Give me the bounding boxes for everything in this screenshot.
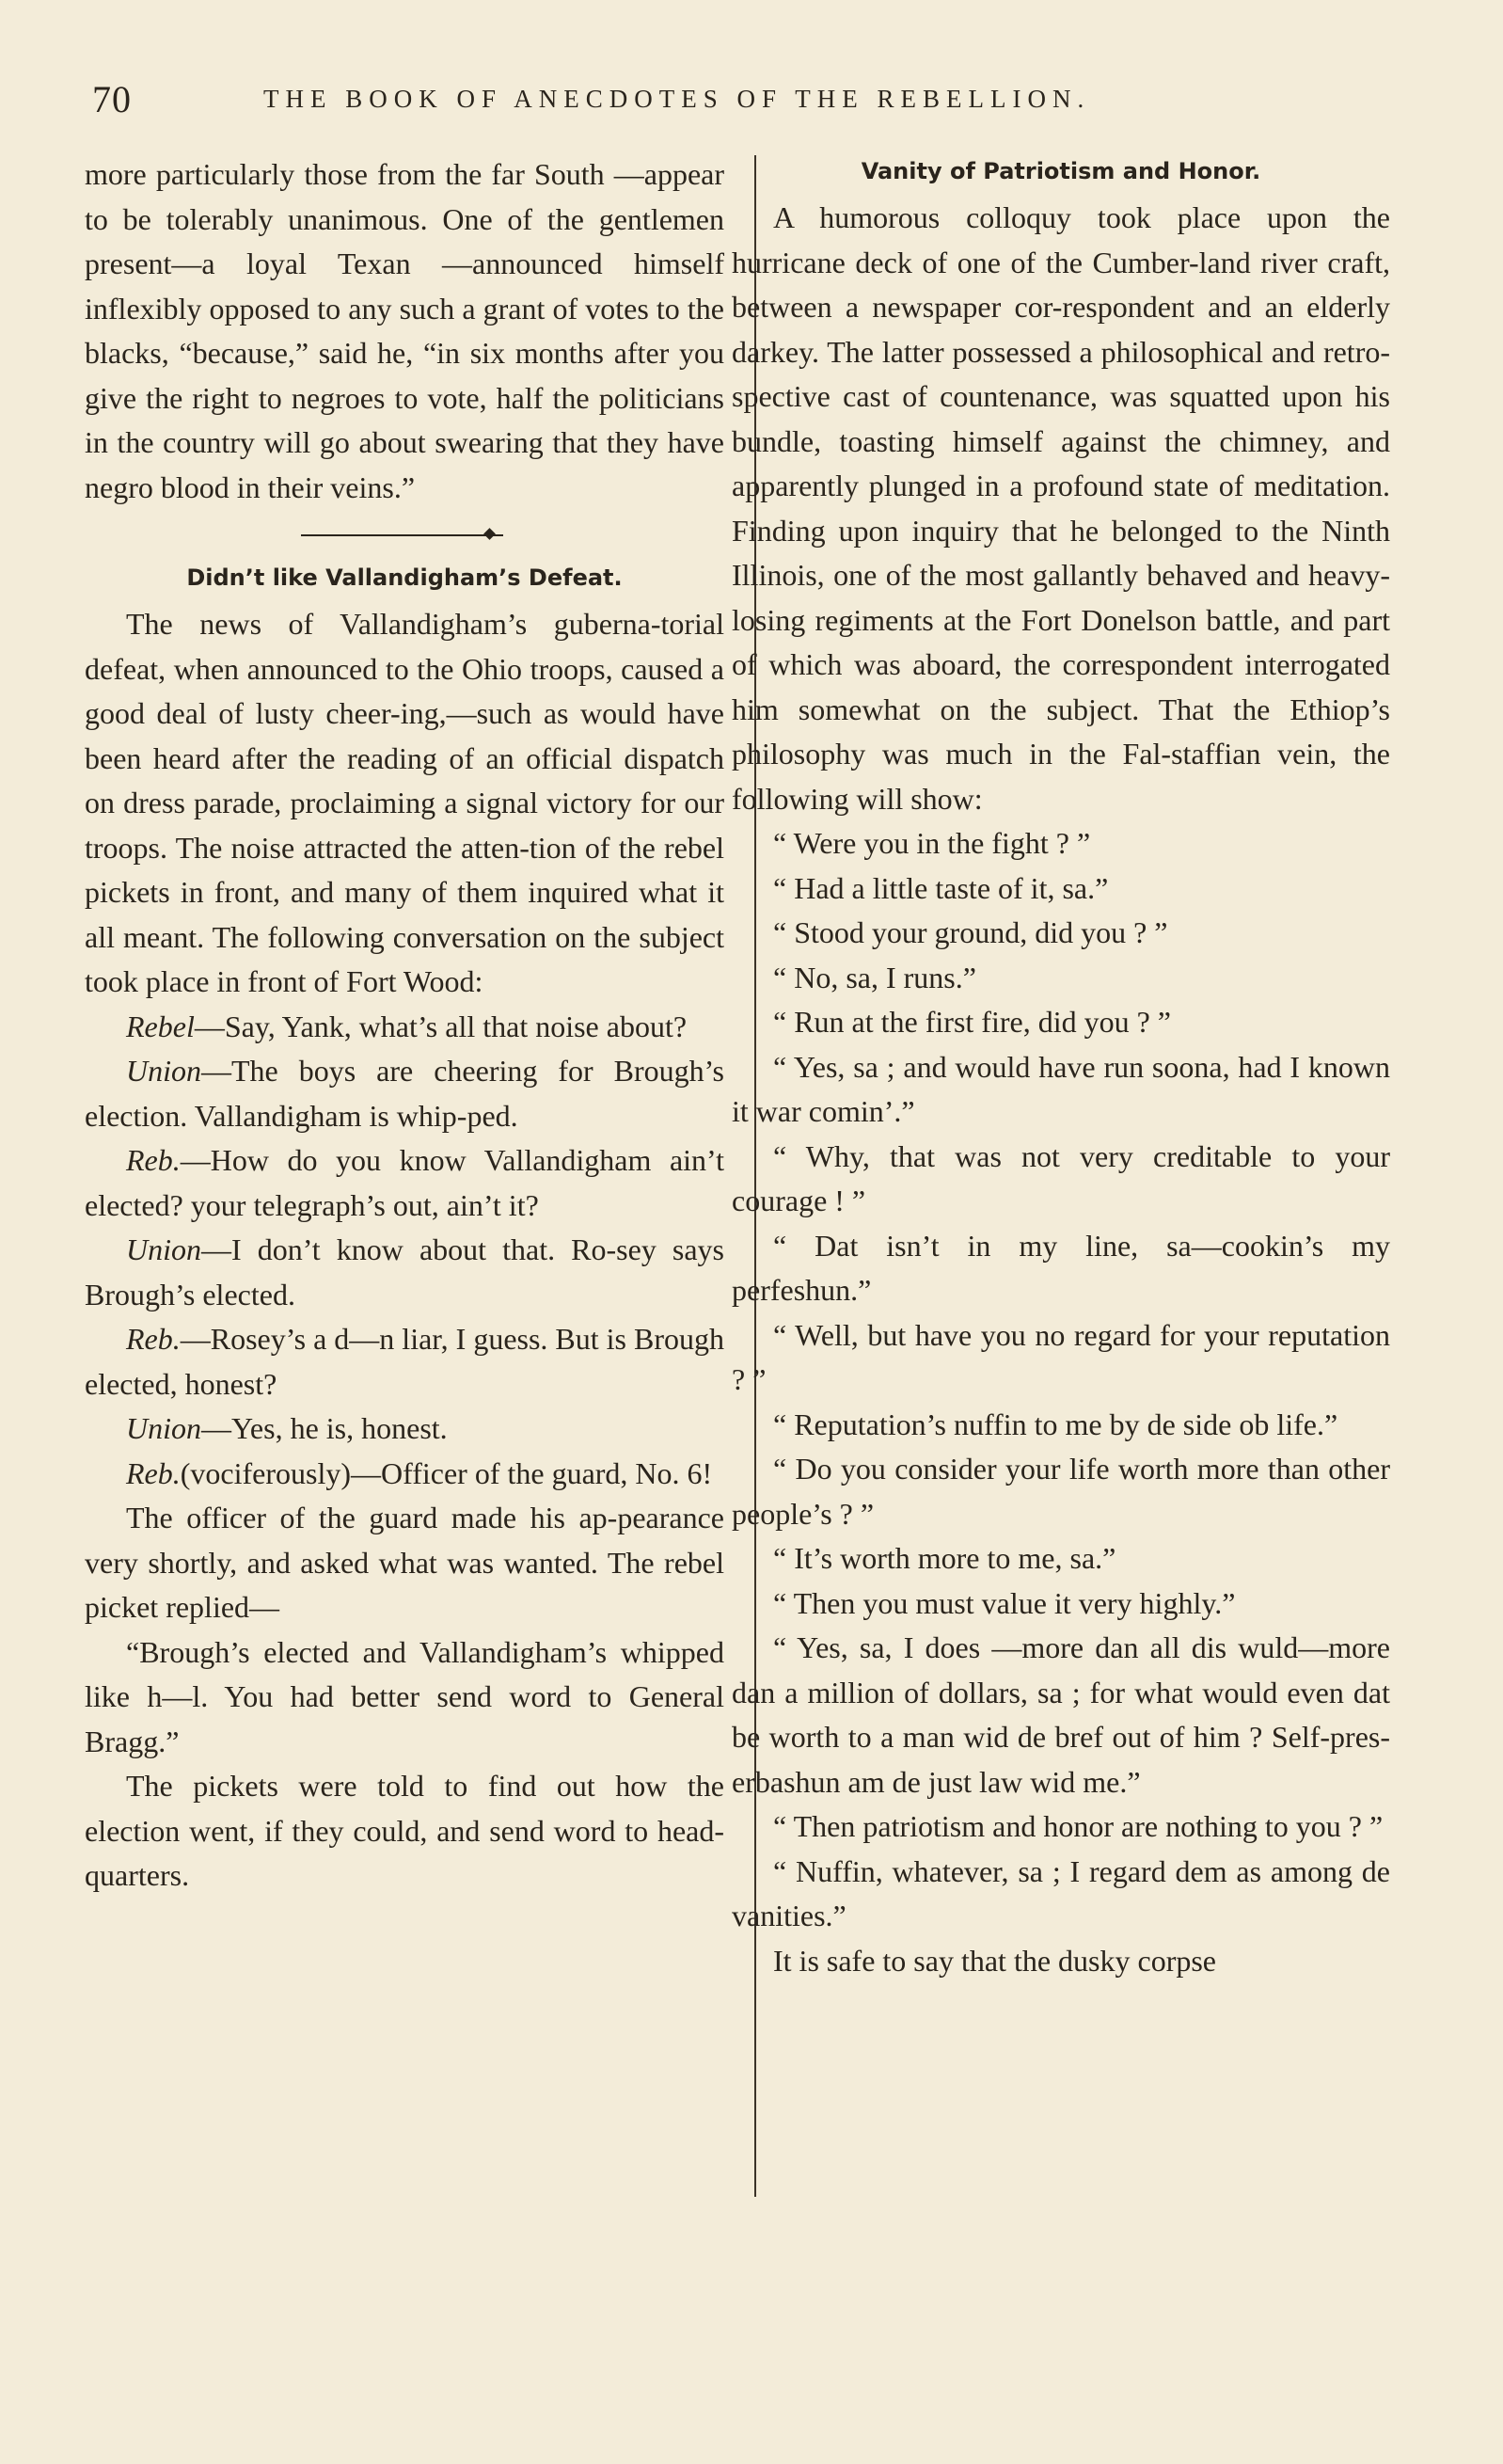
dialogue-text: —The boys are cheering for Brough’s election. Vallandigham is whip-ped. [85, 1054, 724, 1133]
dialogue-line: “ Yes, sa ; and would have run soona, had I known it war comin’.” [732, 1049, 1390, 1128]
left-paragraph-3: “Brough’s elected and Vallandigham’s whipped like h—l. You had better send word to General Bragg.” [85, 1634, 724, 1758]
speaker-label: Union [126, 1054, 201, 1088]
dialogue-text: (vociferously)—Officer of the guard, No. 6! [180, 1455, 713, 1490]
dialogue-line: “ Dat isn’t in my line, sa—cookin’s my perfeshun.” [732, 1228, 1390, 1307]
dialogue-line [85, 1407, 724, 1452]
right-column [732, 152, 1390, 1983]
left-paragraph-1: The news of Vallandigham’s guberna-torial defeat, when announced to the Ohio troops, caused a good deal of lusty cheer-ing,—such as would have been heard after the reading of an official dispatch on dress parade, proclaiming a signal victory for our troops. The noise attracted the atten-tion of the rebel pickets in front, and many of them inquired what it all meant. The following conversation on the subject took place in front of Fort Wood: [85, 607, 724, 998]
running-title: THE BOOK OF ANECDOTES OF THE REBELLION. [263, 85, 1091, 113]
divider-line [301, 534, 503, 536]
dialogue-line: “ Then you must value it very highly.” [773, 1585, 1236, 1620]
dialogue-line: “ Run at the first fire, did you ? ” [773, 1005, 1171, 1039]
dialogue-line: “ Yes, sa, I does —more dan all dis wuld—more dan a million of dollars, sa ; for what would even dat be worth to a man wid de bref out of him ? Self-pres-erbashun am de just law wid me.” [732, 1630, 1390, 1799]
section-heading-right: Vanity of Patriotism and Honor. [861, 158, 1261, 184]
dialogue-line [85, 1049, 724, 1138]
dialogue-text: —Yes, he is, honest. [201, 1411, 448, 1445]
left-column [85, 152, 724, 1899]
speaker-label: Reb. [126, 1455, 181, 1490]
speaker-label: Reb. [126, 1322, 181, 1356]
dialogue-line: “ Do you consider your life worth more than other people’s ? ” [732, 1452, 1390, 1531]
speaker-label: Rebel [126, 1009, 195, 1043]
dialogue-line: “ Why, that was not very creditable to your courage ! ” [732, 1138, 1390, 1217]
dialogue-line [85, 1005, 724, 1050]
dialogue-line [85, 1228, 724, 1317]
dialogue-line: “ Nuffin, whatever, sa ; I regard dem as among de vanities.” [732, 1853, 1390, 1932]
dialogue-line: “ Then patriotism and honor are nothing to you ? ” [773, 1809, 1384, 1843]
divider-diamond-icon [483, 528, 496, 540]
intro-paragraph: more particularly those from the far South —appear to be tolerably unanimous. One of the gentlemen present—a loyal Texan —announced himself inflexibly opposed to any such a grant of votes to the blacks, “because,” said he, “in six months after you give the right to negroes to vote, half the politicians in the country will go about swearing that they have negro blood in their veins.” [85, 157, 724, 504]
dialogue-line: “ Reputation’s nuffin to me by de side ob life.” [773, 1407, 1338, 1441]
dialogue-line: “ Stood your ground, did you ? ” [773, 915, 1168, 949]
page-number: 70 [92, 78, 132, 120]
left-paragraph-2: The officer of the guard made his ap-pearance very shortly, and asked what was wanted. The rebel picket replied— [85, 1501, 724, 1624]
dialogue-line: “ Were you in the fight ? ” [773, 826, 1091, 860]
dialogue-line: “ It’s worth more to me, sa.” [773, 1541, 1116, 1575]
dialogue-text: —Say, Yank, what’s all that noise about? [194, 1009, 688, 1043]
dialogue-line: “ Had a little taste of it, sa.” [773, 870, 1109, 905]
dialogue-text: —Rosey’s a d—n liar, I guess. But is Brough elected, honest? [85, 1322, 724, 1401]
speaker-label: Union [126, 1232, 201, 1266]
dialogue-line [85, 1138, 724, 1228]
dialogue-text: —I don’t know about that. Ro-sey says Brough’s elected. [85, 1232, 724, 1311]
dialogue-text: —How do you know Vallandigham ain’t elected? your telegraph’s out, ain’t it? [85, 1143, 724, 1222]
left-paragraph-4: The pickets were told to find out how the election went, if they could, and send word to head-quarters. [85, 1769, 724, 1892]
section-divider [85, 516, 724, 553]
closing-paragraph: It is safe to say that the dusky corpse [773, 1943, 1216, 1978]
section-heading-left: Didn’t like Vallandigham’s Defeat. [186, 564, 623, 591]
dialogue-line: “ Well, but have you no regard for your reputation ? ” [732, 1317, 1390, 1396]
dialogue-line [85, 1317, 724, 1407]
right-paragraph-1: A humorous colloquy took place upon the hurricane deck of one of the Cumber-land river craft, between a newspaper cor-respondent and an elderly darkey. The latter possessed a philosophical and retro-spective cast of countenance, was squatted upon his bundle, toasting himself against the chimney, and apparently plunged in a profound state of meditation. Finding upon inquiry that he belonged to the Ninth Illinois, one of the most gallantly behaved and heavy-losing regiments at the Fort Donelson battle, and part of which was aboard, the correspondent interrogated him somewhat on the subject. That the Ethiop’s philosophy was much in the Fal-staffian vein, the following will show: [732, 200, 1390, 816]
speaker-label: Reb. [126, 1143, 181, 1177]
speaker-label: Union [126, 1411, 201, 1445]
dialogue-line: “ No, sa, I runs.” [773, 960, 976, 994]
dialogue-line [85, 1452, 724, 1497]
